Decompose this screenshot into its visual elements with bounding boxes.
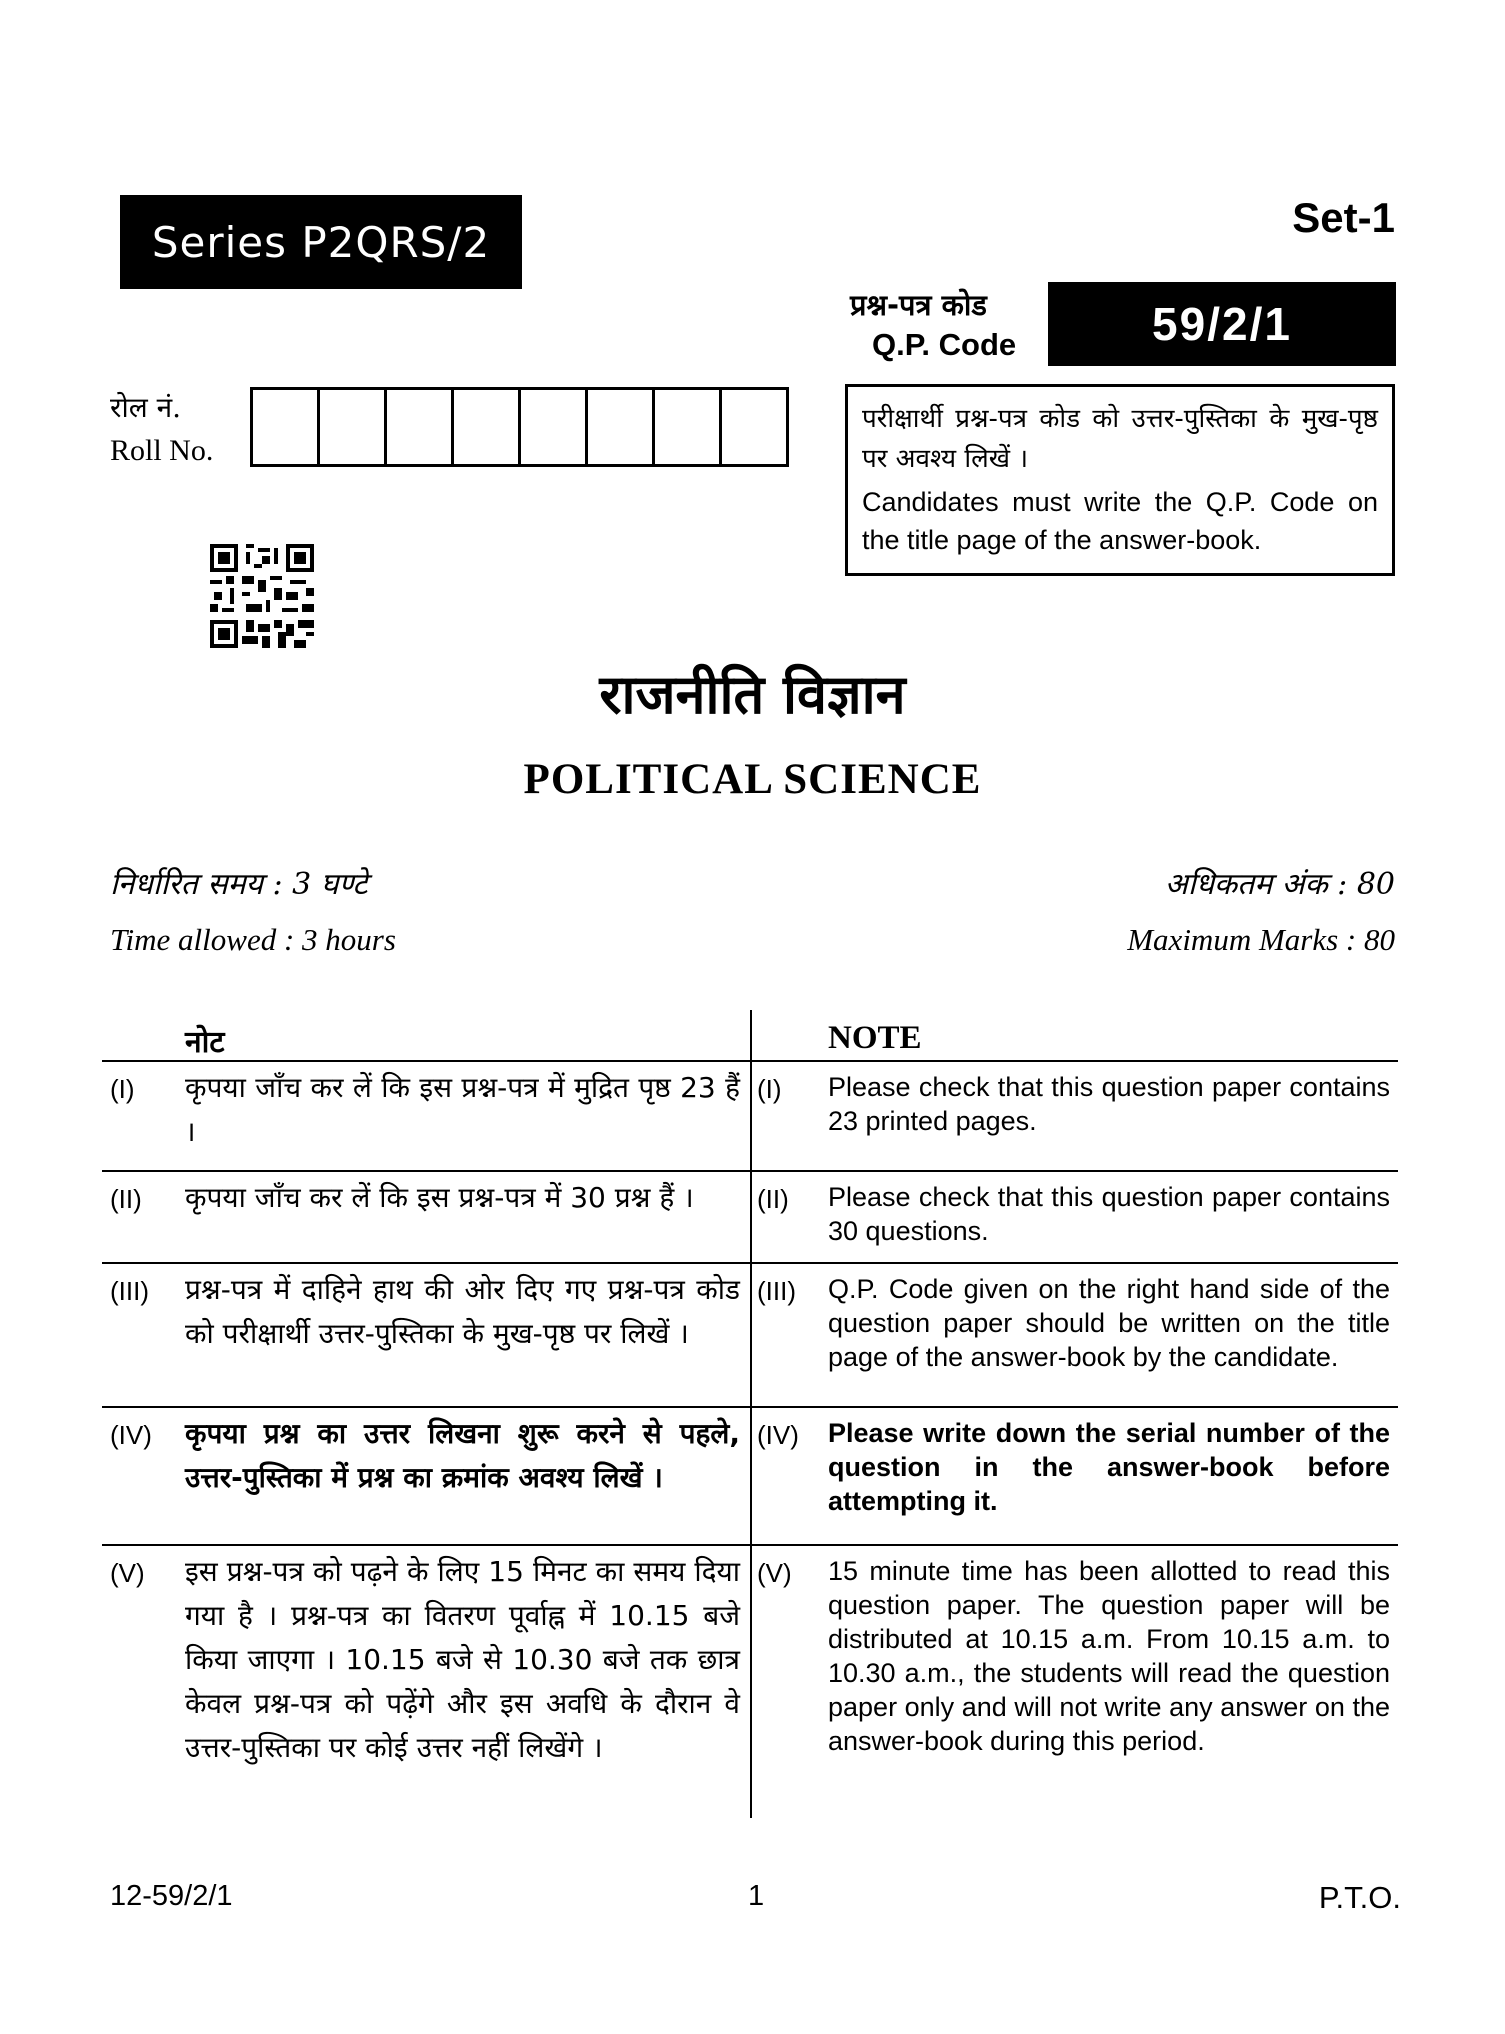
row-rule bbox=[752, 1544, 1398, 1546]
row-rule bbox=[102, 1170, 750, 1172]
note-number: (IV) bbox=[110, 1420, 152, 1450]
row-rule bbox=[102, 1544, 750, 1546]
roll-no-box[interactable] bbox=[253, 390, 320, 464]
row-rule bbox=[102, 1060, 750, 1062]
row-rule bbox=[102, 1406, 750, 1408]
note-number: (V) bbox=[757, 1558, 792, 1588]
row-rule bbox=[752, 1406, 1398, 1408]
note-number: (V) bbox=[110, 1558, 145, 1588]
note-text-hindi: इस प्रश्न-पत्र को पढ़ने के लिए 15 मिनट का समय दिया गया है । प्रश्न-पत्र का वितरण पूर्वाह्न में 10.15 बजे किया जाएगा । 10.15 बजे से 10.30 बजे तक छात्र केवल प्रश्न-पत्र को पढ़ेंगे और इस अवधि के दौरान वे उत्तर-पुस्तिका पर कोई उत्तर नहीं लिखेंगे । bbox=[185, 1555, 740, 1764]
instruction-hindi: परीक्षार्थी प्रश्न-पत्र कोड को उत्तर-पुस्तिका के मुख-पृष्ठ पर अवश्य लिखें । bbox=[862, 404, 1378, 474]
note-number: (I) bbox=[110, 1074, 135, 1104]
note-header: NOTE bbox=[828, 1020, 922, 1056]
qp-code-instruction-box bbox=[845, 384, 1395, 576]
roll-no-label: Roll No. bbox=[110, 434, 214, 467]
footer-paper-code: 12-59/2/1 bbox=[110, 1880, 233, 1912]
note-number: (I) bbox=[757, 1074, 782, 1104]
maximum-marks-hindi: अधिकतम अंक : 80 bbox=[1164, 867, 1395, 902]
note-text-hindi: कृपया प्रश्न का उत्तर लिखना शुरू करने से पहले, उत्तर-पुस्तिका में प्रश्न का क्रमांक अवश्य लिखें । bbox=[185, 1417, 740, 1494]
note-text-english: 15 minute time has been allotted to read this question paper. The question paper will be distributed at 10.15 a.m. From 10.15 a.m. to 10.30 a.m., the students will read the question paper only and will not write any answer on the answer-book during this period. bbox=[828, 1556, 1390, 1756]
table-divider bbox=[750, 1010, 752, 1818]
note-text-hindi: कृपया जाँच कर लें कि इस प्रश्न-पत्र में मुद्रित पृष्ठ 23 हैं । bbox=[185, 1071, 740, 1148]
row-rule bbox=[102, 1262, 750, 1264]
roll-no-box[interactable] bbox=[655, 390, 722, 464]
note-text-english: Please check that this question paper contains 30 questions. bbox=[828, 1182, 1390, 1246]
series-label: Series P2QRS/2 bbox=[120, 195, 522, 289]
note-number: (III) bbox=[110, 1276, 149, 1306]
row-rule bbox=[752, 1170, 1398, 1172]
please-turn-over: P.T.O. bbox=[1318, 1880, 1401, 1915]
roll-no-box[interactable] bbox=[387, 390, 454, 464]
note-text-english: Q.P. Code given on the right hand side of the question paper should be written on the title page of the answer-book by the candidate. bbox=[828, 1274, 1390, 1372]
note-text-hindi: कृपया जाँच कर लें कि इस प्रश्न-पत्र में 30 प्रश्न हैं । bbox=[185, 1181, 694, 1214]
roll-no-box[interactable] bbox=[722, 390, 786, 464]
roll-no-label-hindi: रोल नं. bbox=[110, 391, 182, 424]
note-number: (IV) bbox=[757, 1420, 799, 1450]
row-rule bbox=[752, 1262, 1398, 1264]
roll-no-box[interactable] bbox=[454, 390, 521, 464]
time-allowed: Time allowed : 3 hours bbox=[110, 922, 396, 957]
note-text-english: Please check that this question paper contains 23 printed pages. bbox=[828, 1072, 1390, 1136]
qp-code-label: Q.P. Code bbox=[872, 327, 1017, 362]
instruction-english: Candidates must write the Q.P. Code on the title page of the answer-book. bbox=[862, 487, 1378, 555]
roll-no-box[interactable] bbox=[588, 390, 655, 464]
roll-no-box[interactable] bbox=[521, 390, 588, 464]
page-number: 1 bbox=[748, 1880, 765, 1912]
note-text-hindi: प्रश्न-पत्र में दाहिने हाथ की ओर दिए गए प्रश्न-पत्र कोड को परीक्षार्थी उत्तर-पुस्तिका के मुख-पृष्ठ पर लिखें । bbox=[185, 1273, 740, 1350]
note-number: (II) bbox=[757, 1184, 789, 1214]
qp-code-label-hindi: प्रश्न-पत्र कोड bbox=[850, 288, 987, 322]
note-text-english: Please write down the serial number of the question in the answer-book before attempting it. bbox=[828, 1418, 1390, 1516]
note-number: (III) bbox=[757, 1276, 796, 1306]
roll-no-box[interactable] bbox=[320, 390, 387, 464]
note-number: (II) bbox=[110, 1184, 142, 1214]
note-header-hindi: नोट bbox=[185, 1025, 225, 1060]
set-label: Set-1 bbox=[1292, 194, 1395, 241]
roll-no-boxes[interactable] bbox=[250, 387, 789, 467]
row-rule bbox=[752, 1060, 1398, 1062]
subject-title: POLITICAL SCIENCE bbox=[523, 756, 982, 803]
maximum-marks: Maximum Marks : 80 bbox=[1127, 922, 1395, 957]
time-allowed-hindi: निर्धारित समय : 3 घण्टे bbox=[110, 867, 368, 902]
qp-code-value: 59/2/1 bbox=[1048, 282, 1396, 366]
qr-code-icon bbox=[210, 544, 314, 648]
subject-title-hindi: राजनीति विज्ञान bbox=[599, 663, 906, 726]
